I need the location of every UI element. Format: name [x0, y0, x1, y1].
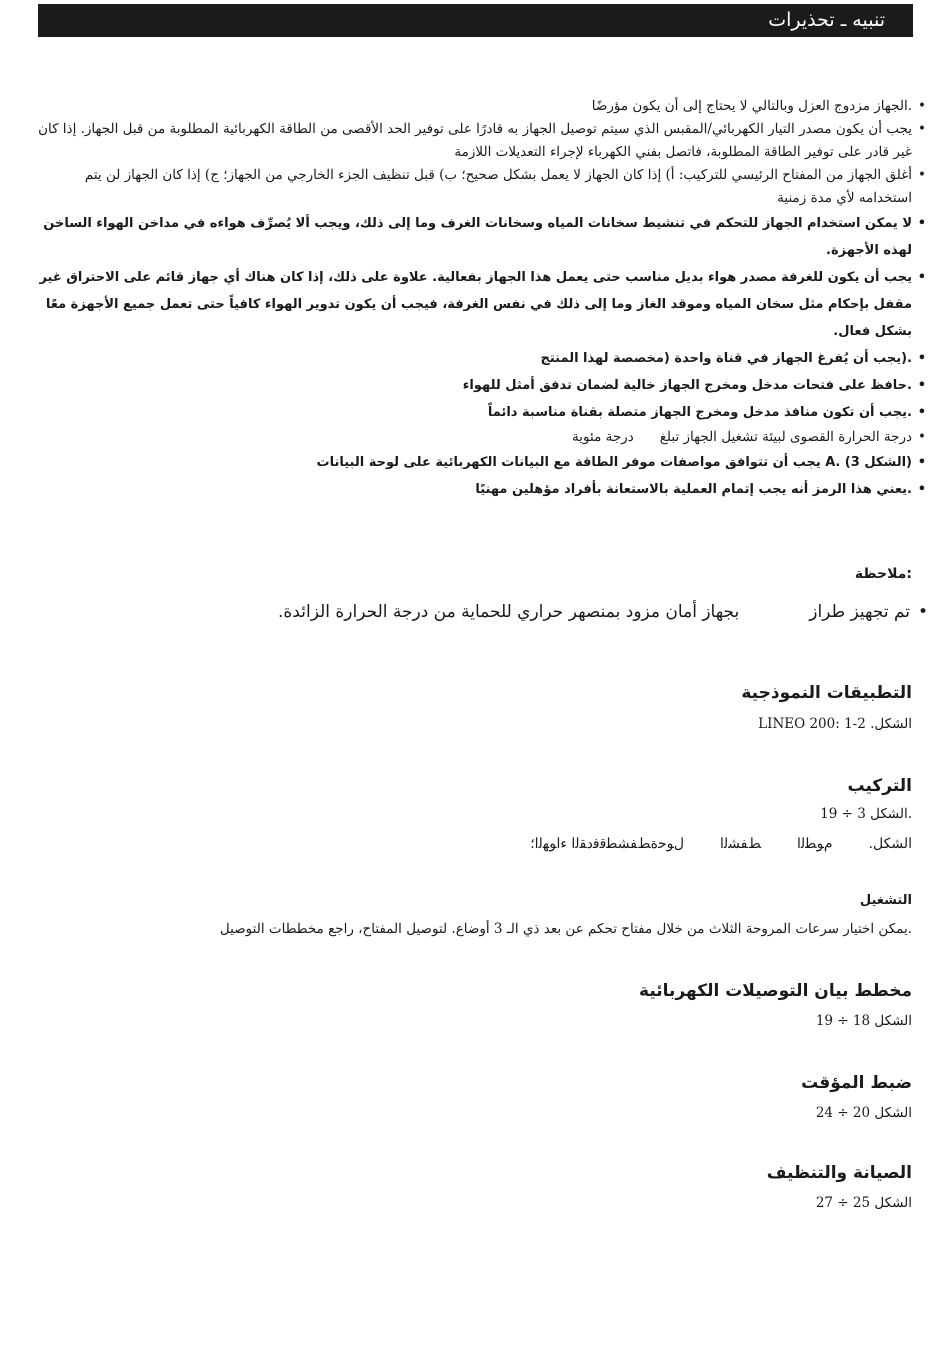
- warning-item: • .يعني هذا الرمز أنه يجب إتمام العملية بالاستعانة بأفراد مؤهلين مهنيًا: [475, 482, 926, 497]
- page-title: تنبيه ـ تحذيرات: [768, 9, 885, 31]
- warning-item: • .حافظ على فتحات مدخل ومخرج الجهاز خالية لضمان تدفق أمثل للهواء: [462, 378, 926, 393]
- warning-item: • لا يمكن استخدام الجهاز للتحكم في تنشيط سخانات المياه وسخانات الغرف وما إلى ذلك، ويجب ألا يُصرِّف هواءه في مداخن الهواء الساخن لهذه الأجهزة.: [43, 216, 926, 258]
- header-bar: [38, 4, 913, 37]
- maintenance-text: الشكل 25 ÷ 27: [815, 1195, 912, 1211]
- wiring-heading: مخطط بيان التوصيلات الكهربائية: [639, 981, 912, 1001]
- maintenance-heading: الصيانة والتنظيف: [766, 1163, 912, 1183]
- applications-heading: التطبيقات النموذجية: [741, 683, 912, 703]
- timer-heading: ضبط المؤقت: [801, 1073, 912, 1093]
- warning-item: • يجب أن يكون مصدر التيار الكهربائي/المقبس الذي سيتم توصيل الجهاز به قادرًا على توفير الحد الأقصى من الطاقة الكهربائية المطلوبة من قبل الجهاز. إذا كان غير قادر على توفير الطاقة المطلوبة، فاتصل بفني الكهرباء لإجراء التعديلات اللازمة: [38, 121, 926, 160]
- operation-text: .يمكن اختيار سرعات المروحة الثلاث من خلال مفتاح تحكم عن بعد ذي الـ 3 أوضاع. لتوصيل المفتاح، راجع مخططات التوصيل: [219, 921, 912, 937]
- wiring-text: الشكل 18 ÷ 19: [815, 1013, 912, 1029]
- installation-figure-labels: الشكل.ﻡﻮﻄﻟﺍﻂﻔﺸﻟﺍﻝﻮﺣﺓﻂﻔﺸﻄﻗﻓﺩﻘﻟﺍ ﺀﺍﻮﻬﻟﺍ؛: [530, 836, 912, 852]
- note-text: • تم تجهيز طرازبجهاز أمان مزود بمنصهر حراري للحماية من درجة الحرارة الزائدة.: [278, 602, 928, 622]
- warnings-list: [38, 95, 926, 503]
- warning-item: • (الشكل 3) .A يجب أن تتوافق مواصفات موفر الطاقة مع البيانات الكهربائية على لوحة البيانات: [316, 455, 926, 470]
- warning-item: • يجب أن يكون للغرفة مصدر هواء بديل مناسب حتى يعمل هذا الجهاز بفعالية. علاوة على ذلك، إذا كان هناك أي جهاز قائم على الاحتراق غير مقفل بإحكام مثل سخان المياه وموقد الغاز وما إلى ذلك في نفس الغرفة، فيجب أن يكون تدوير الهواء كافياً حتى تعمل جميع الأجهزة معًا بشكل فعال.: [39, 270, 926, 339]
- installation-text: .الشكل 3 ÷ 19: [820, 806, 912, 822]
- operation-heading: التشغيل: [859, 893, 912, 908]
- applications-text: الشكل. 2-1 :LINEO 200: [758, 716, 912, 732]
- warning-item: • .الجهاز مزدوج العزل وبالتالي لا يحتاج إلى أن يكون مؤرضًا: [591, 98, 926, 114]
- installation-heading: التركيب: [847, 776, 912, 796]
- note-heading: :ملاحظة: [854, 566, 912, 582]
- timer-text: الشكل 20 ÷ 24: [815, 1105, 912, 1121]
- warning-item: • .يجب أن تكون منافذ مدخل ومخرج الجهاز متصلة بقناة مناسبة دائماً: [487, 405, 926, 420]
- warning-item: • أغلق الجهاز من المفتاح الرئيسي للتركيب: أ) إذا كان الجهاز لا يعمل بشكل صحيح؛ ب) قبل تنظيف الجزء الخارجي من الجهاز؛ ج) إذا كان الجهاز لن يتم استخدامه لأي مدة زمنية: [84, 167, 926, 206]
- temperature-warning: • درجة الحرارة القصوى لبيئة تشغيل الجهاز تبلغدرجة مئوية: [572, 429, 926, 445]
- warning-item: • .(يجب أن يُفرغ الجهاز في قناة واحدة (مخصصة لهذا المنتج: [540, 351, 926, 366]
